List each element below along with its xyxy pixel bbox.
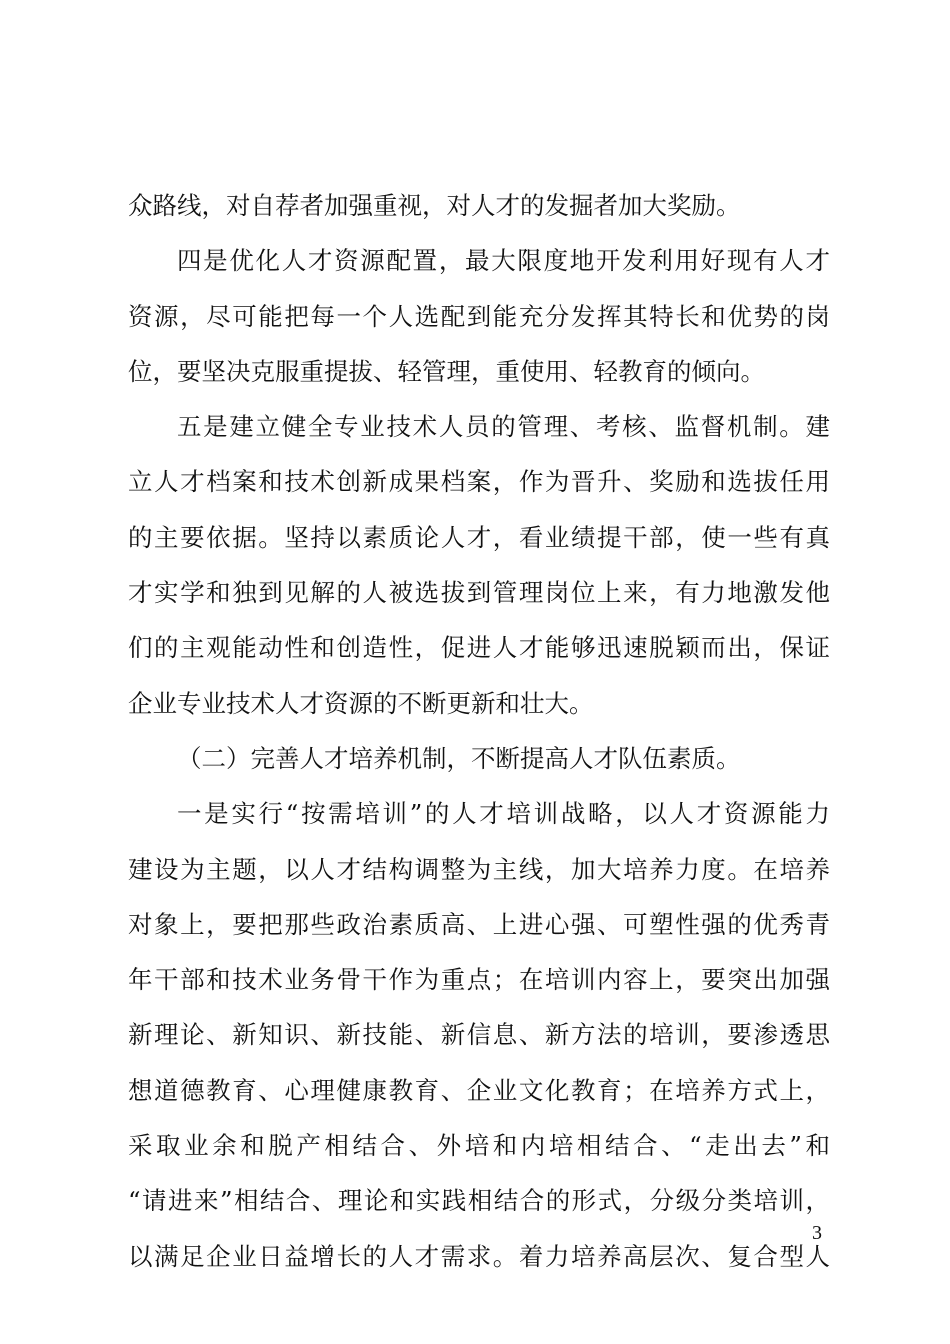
document-body <box>128 178 830 1284</box>
text-line: 想道德教育、心理健康教育、企业文化教育；在培养方式上， <box>128 1075 830 1105</box>
text-line: “请进来”相结合、理论和实践相结合的形式，分级分类培训， <box>128 1186 830 1216</box>
text-line: 采取业余和脱产相结合、外培和内培相结合、“走出去”和 <box>128 1131 830 1161</box>
text-line: 年干部和技术业务骨干作为重点；在培训内容上，要突出加强 <box>128 965 830 995</box>
text-line: 五是建立健全专业技术人员的管理、考核、监督机制。建 <box>177 412 830 442</box>
text-line: 资源，尽可能把每一个人选配到能充分发挥其特长和优势的岗 <box>128 301 830 331</box>
text-line: 才实学和独到见解的人被选拔到管理岗位上来，有力地激发他 <box>128 578 830 608</box>
section-heading: （二）完善人才培养机制，不断提高人才队伍素质。 <box>177 743 741 773</box>
text-line: 以满足企业日益增长的人才需求。着力培养高层次、复合型人 <box>128 1241 830 1271</box>
text-line: 企业专业技术人才资源的不断更新和壮大。 <box>128 688 594 718</box>
text-line: 的主要依据。坚持以素质论人才，看业绩提干部，使一些有真 <box>128 522 830 552</box>
text-line: 立人才档案和技术创新成果档案，作为晋升、奖励和选拔任用 <box>128 467 830 497</box>
text-line: 建设为主题，以人才结构调整为主线，加大培养力度。在培养 <box>128 854 830 884</box>
text-line: 位，要坚决克服重提拔、轻管理，重使用、轻教育的倾向。 <box>128 356 765 386</box>
text-line: 众路线，对自荐者加强重视，对人才的发掘者加大奖励。 <box>128 191 741 220</box>
page-number: 3 <box>812 1222 822 1244</box>
text-line: 对象上，要把那些政治素质高、上进心强、可塑性强的优秀青 <box>128 909 830 939</box>
text-line: 们的主观能动性和创造性，促进人才能够迅速脱颖而出，保证 <box>128 633 830 663</box>
text-line: 新理论、新知识、新技能、新信息、新方法的培训，要渗透思 <box>128 1020 830 1050</box>
text-line: 一是实行“按需培训”的人才培训战略，以人才资源能力 <box>177 799 830 829</box>
text-line: 四是优化人才资源配置，最大限度地开发利用好现有人才 <box>177 246 830 276</box>
